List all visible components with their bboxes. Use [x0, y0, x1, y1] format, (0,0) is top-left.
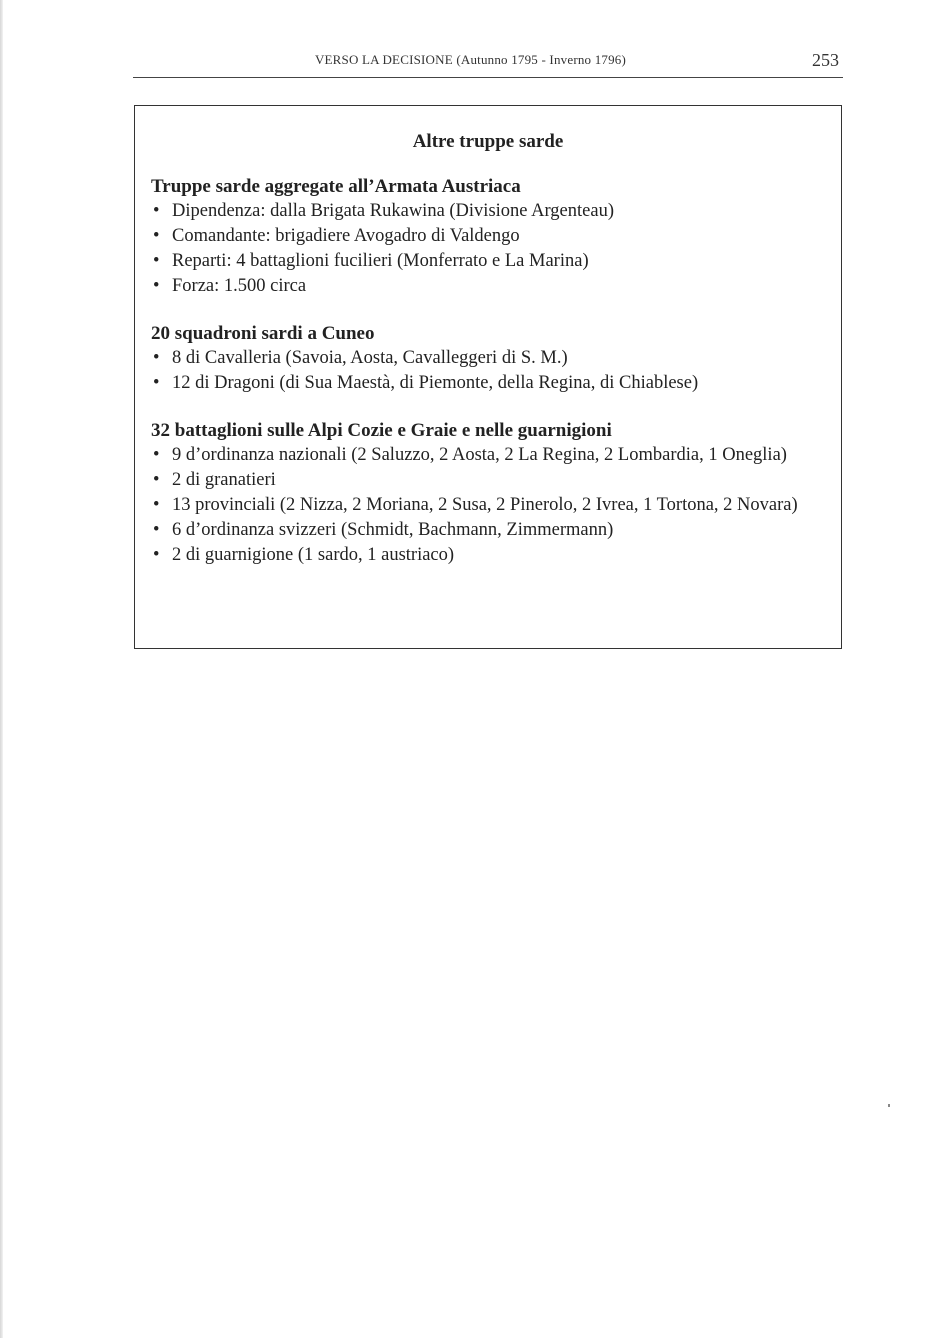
item-list	[151, 346, 825, 396]
list-item	[151, 493, 825, 518]
list-item	[151, 346, 825, 371]
header-rule	[133, 77, 843, 78]
item-list	[151, 443, 825, 568]
bullet-icon: •	[153, 201, 160, 221]
list-item-text: 8 di Cavalleria (Savoia, Aosta, Cavalleggeri di S. M.)	[172, 348, 568, 368]
page-number: 253	[812, 50, 839, 70]
list-item-text: 2 di guarnigione (1 sardo, 1 austriaco)	[172, 545, 455, 565]
list-item-text: 6 d’ordinanza svizzeri (Schmidt, Bachmann, Zimmermann)	[172, 520, 614, 540]
section-aggregated-troops	[151, 175, 825, 299]
box-title: Altre truppe sarde	[412, 131, 564, 152]
running-title: VERSO LA DECISIONE (Autunno 1795 - Inverno 1796)	[314, 52, 627, 67]
bullet-icon: •	[153, 470, 160, 490]
list-item	[151, 518, 825, 543]
list-item	[151, 199, 825, 224]
bullet-icon: •	[153, 445, 160, 465]
running-header	[133, 50, 843, 76]
section-heading: 32 battaglioni sulle Alpi Cozie e Graie e nelle guarnigioni	[151, 420, 612, 441]
list-item	[151, 443, 825, 468]
list-item	[151, 468, 825, 493]
list-item	[151, 371, 825, 396]
bullet-icon: •	[153, 545, 160, 565]
list-item-text: Dipendenza: dalla Brigata Rukawina (Divisione Argenteau)	[172, 201, 614, 221]
bullet-icon: •	[153, 251, 160, 271]
list-item-text: 13 provinciali (2 Nizza, 2 Moriana, 2 Susa, 2 Pinerolo, 2 Ivrea, 1 Tortona, 2 Novara)	[172, 495, 798, 515]
list-item	[151, 224, 825, 249]
list-item-text: 12 di Dragoni (di Sua Maestà, di Piemonte, della Regina, di Chiablese)	[172, 373, 699, 393]
item-list	[151, 199, 825, 299]
bullet-icon: •	[153, 373, 160, 393]
scan-edge-shadow	[0, 0, 3, 1338]
list-item	[151, 274, 825, 299]
bullet-icon: •	[153, 348, 160, 368]
list-item-text: Forza: 1.500 circa	[172, 276, 307, 296]
scan-speck	[888, 1104, 890, 1107]
bullet-icon: •	[153, 520, 160, 540]
section-heading: Truppe sarde aggregate all’Armata Austriaca	[151, 176, 521, 197]
list-item	[151, 543, 825, 568]
list-item-text: 2 di granatieri	[172, 470, 276, 490]
section-heading: 20 squadroni sardi a Cuneo	[151, 323, 375, 344]
list-item-text: Reparti: 4 battaglioni fucilieri (Monferrato e La Marina)	[172, 251, 589, 271]
bullet-icon: •	[153, 495, 160, 515]
section-squadrons-cuneo	[151, 322, 825, 396]
list-item	[151, 249, 825, 274]
bullet-icon: •	[153, 226, 160, 246]
bullet-icon: •	[153, 276, 160, 296]
section-battalions-alps	[151, 419, 825, 568]
list-item-text: Comandante: brigadiere Avogadro di Valdengo	[172, 226, 520, 246]
troops-box	[134, 105, 842, 649]
list-item-text: 9 d’ordinanza nazionali (2 Saluzzo, 2 Aosta, 2 La Regina, 2 Lombardia, 1 Oneglia)	[172, 445, 787, 465]
